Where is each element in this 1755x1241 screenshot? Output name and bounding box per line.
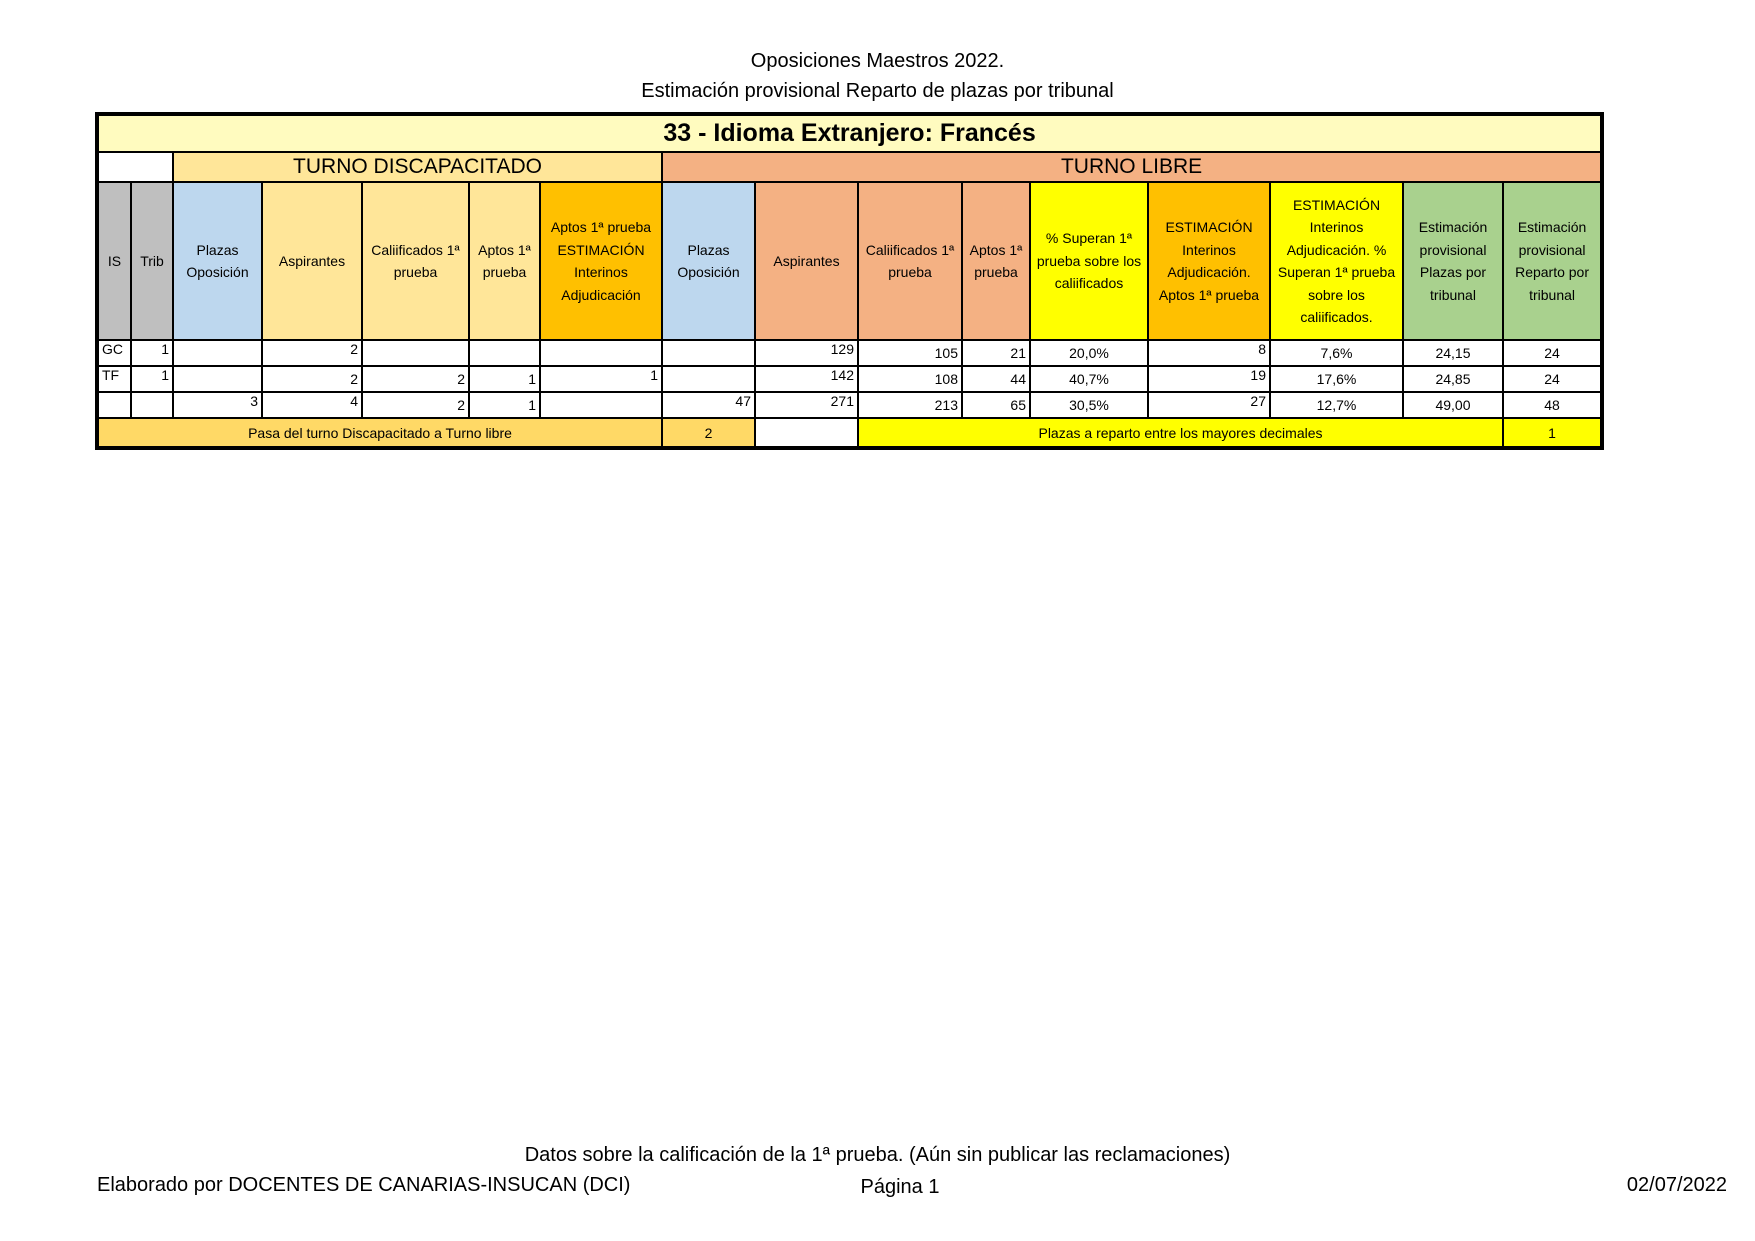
cell-l-aspirantes: 129 bbox=[755, 340, 858, 366]
cell-l-pct-superan: 20,0% bbox=[1030, 340, 1148, 366]
cell-l-aspirantes: 142 bbox=[755, 366, 858, 392]
reparto-label: Plazas a reparto entre los mayores decimales bbox=[858, 418, 1503, 448]
cell-d-plazas bbox=[173, 340, 262, 366]
cell-d-aspirantes: 4 bbox=[262, 392, 362, 418]
cell-l-est-interinos-pct: 7,6% bbox=[1270, 340, 1403, 366]
footer-page-number: Página 1 bbox=[860, 1176, 940, 1198]
cell-d-calificados: 2 bbox=[362, 366, 469, 392]
cell-d-est-interinos bbox=[540, 340, 662, 366]
cell-d-aptos: 1 bbox=[469, 366, 540, 392]
turno-discapacitado-header: TURNO DISCAPACITADO bbox=[173, 152, 662, 182]
col-header-d-aspirantes: Aspirantes bbox=[262, 182, 362, 340]
cell-l-plazas bbox=[662, 340, 755, 366]
cell-l-aptos: 65 bbox=[962, 392, 1030, 418]
cell-l-calificados: 213 bbox=[858, 392, 962, 418]
col-header-is: IS bbox=[97, 182, 131, 340]
cell-l-pct-superan: 40,7% bbox=[1030, 366, 1148, 392]
col-header-l-pct-superan: % Superan 1ª prueba sobre los caliificados bbox=[1030, 182, 1148, 340]
table-footer-row bbox=[97, 418, 1602, 448]
col-header-d-calificados: Caliificados 1ª prueba bbox=[362, 182, 469, 340]
col-header-trib: Trib bbox=[131, 182, 173, 340]
cell-l-aptos: 44 bbox=[962, 366, 1030, 392]
cell-l-est-plazas: 49,00 bbox=[1403, 392, 1503, 418]
cell-d-calificados bbox=[362, 340, 469, 366]
cell-d-plazas: 3 bbox=[173, 392, 262, 418]
cell-d-aptos bbox=[469, 340, 540, 366]
cell-l-calificados: 105 bbox=[858, 340, 962, 366]
table-row bbox=[97, 340, 1602, 366]
specialty-title: 33 - Idioma Extranjero: Francés bbox=[97, 114, 1602, 152]
footer-date: 02/07/2022 bbox=[1626, 1174, 1727, 1196]
document-title: Oposiciones Maestros 2022. bbox=[750, 50, 1005, 72]
cell-l-est-interinos-pct: 17,6% bbox=[1270, 366, 1403, 392]
cell-l-calificados: 108 bbox=[858, 366, 962, 392]
cell-l-est-reparto: 24 bbox=[1503, 366, 1602, 392]
cell-l-est-interinos-aptos: 19 bbox=[1148, 366, 1270, 392]
cell-is: TF bbox=[97, 366, 131, 392]
table-row bbox=[97, 366, 1602, 392]
col-header-l-est-plazas: Estimación provisional Plazas por tribunal bbox=[1403, 182, 1503, 340]
col-header-l-plazas: Plazas Oposición bbox=[662, 182, 755, 340]
cell-d-aspirantes: 2 bbox=[262, 366, 362, 392]
cell-d-est-interinos: 1 bbox=[540, 366, 662, 392]
footer-note: Datos sobre la calificación de la 1ª prueba. (Aún sin publicar las reclamaciones) bbox=[524, 1144, 1231, 1166]
cell-d-est-interinos bbox=[540, 392, 662, 418]
cell-trib: 1 bbox=[131, 340, 173, 366]
col-header-l-est-interinos-pct: ESTIMACIÓN Interinos Adjudicación. % Superan 1ª prueba sobre los caliificados. bbox=[1270, 182, 1403, 340]
reparto-value: 1 bbox=[1503, 418, 1602, 448]
turno-libre-header: TURNO LIBRE bbox=[662, 152, 1602, 182]
col-header-l-est-reparto: Estimación provisional Reparto por tribunal bbox=[1503, 182, 1602, 340]
cell-d-plazas bbox=[173, 366, 262, 392]
pasa-turno-label: Pasa del turno Discapacitado a Turno libre bbox=[97, 418, 662, 448]
cell-l-plazas bbox=[662, 366, 755, 392]
cell-l-est-interinos-pct: 12,7% bbox=[1270, 392, 1403, 418]
cell-trib: 1 bbox=[131, 366, 173, 392]
cell-l-est-interinos-aptos: 8 bbox=[1148, 340, 1270, 366]
cell-l-aspirantes: 271 bbox=[755, 392, 858, 418]
col-header-l-aptos: Aptos 1ª prueba bbox=[962, 182, 1030, 340]
cell-d-calificados: 2 bbox=[362, 392, 469, 418]
cell-l-est-plazas: 24,15 bbox=[1403, 340, 1503, 366]
cell-l-est-interinos-aptos: 27 bbox=[1148, 392, 1270, 418]
blank-cell bbox=[97, 152, 173, 182]
cell-l-est-plazas: 24,85 bbox=[1403, 366, 1503, 392]
pasa-turno-value: 2 bbox=[662, 418, 755, 448]
cell-is bbox=[97, 392, 131, 418]
footer-author: Elaborado por DOCENTES DE CANARIAS-INSUCAN (DCI) bbox=[97, 1174, 631, 1196]
cell-d-aspirantes: 2 bbox=[262, 340, 362, 366]
cell-trib bbox=[131, 392, 173, 418]
col-header-d-est-interinos: Aptos 1ª prueba ESTIMACIÓN Interinos Adjudicación bbox=[540, 182, 662, 340]
allocation-table bbox=[95, 112, 1604, 450]
cell-l-plazas: 47 bbox=[662, 392, 755, 418]
col-header-l-est-interinos-aptos: ESTIMACIÓN Interinos Adjudicación. Aptos 1ª prueba bbox=[1148, 182, 1270, 340]
cell-l-aptos: 21 bbox=[962, 340, 1030, 366]
col-header-d-aptos: Aptos 1ª prueba bbox=[469, 182, 540, 340]
document-subtitle: Estimación provisional Reparto de plazas por tribunal bbox=[641, 80, 1114, 102]
col-header-d-plazas: Plazas Oposición bbox=[173, 182, 262, 340]
cell-l-est-reparto: 48 bbox=[1503, 392, 1602, 418]
cell-d-aptos: 1 bbox=[469, 392, 540, 418]
cell-is: GC bbox=[97, 340, 131, 366]
table-row-total bbox=[97, 392, 1602, 418]
col-header-l-calificados: Caliificados 1ª prueba bbox=[858, 182, 962, 340]
cell-l-pct-superan: 30,5% bbox=[1030, 392, 1148, 418]
col-header-l-aspirantes: Aspirantes bbox=[755, 182, 858, 340]
cell-l-est-reparto: 24 bbox=[1503, 340, 1602, 366]
blank-cell bbox=[755, 418, 858, 448]
